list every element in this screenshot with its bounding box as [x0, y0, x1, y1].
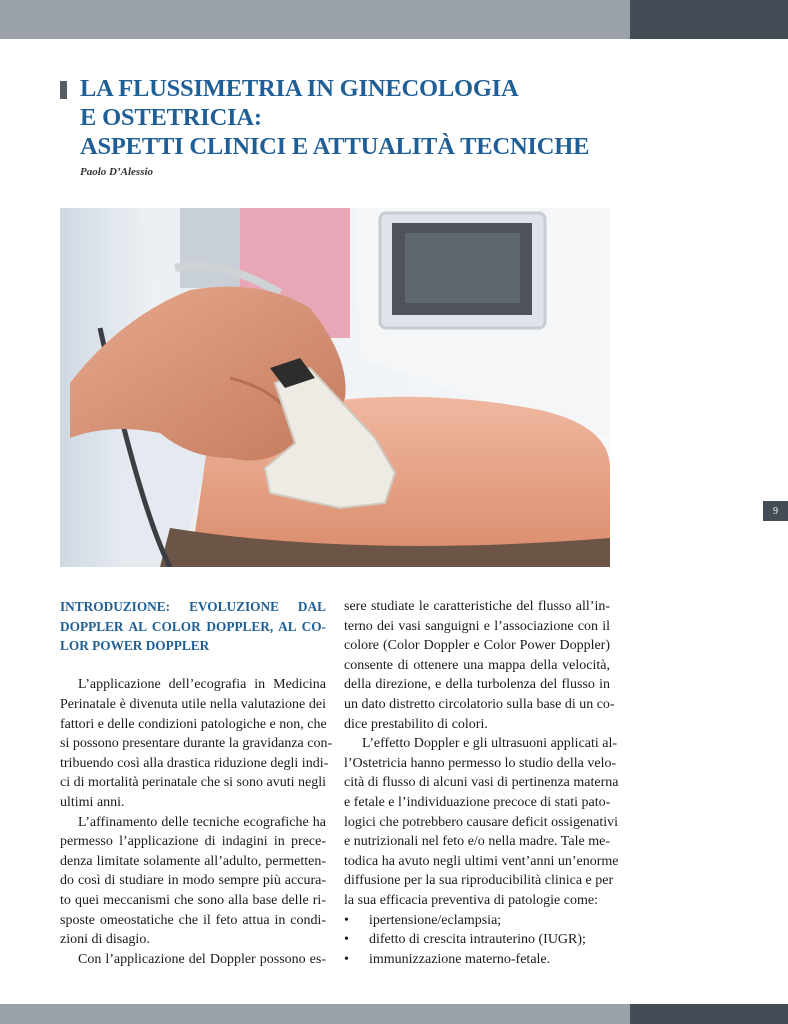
- text-line: sposte omeostatiche che il feto attua in condi-: [60, 912, 326, 928]
- text-line: terno dei vasi sanguigni e l’associazione con il: [344, 618, 610, 634]
- paragraph: [344, 597, 615, 734]
- text-line: consente di ottenere una mappa della velocità,: [344, 657, 610, 673]
- text-line: si possono presentare durante la gravidanza con-: [60, 736, 333, 752]
- title-marker: [60, 81, 67, 99]
- text-line: L’affinamento delle tecniche ecografiche ha: [78, 814, 326, 830]
- text-line: fattori e delle condizioni patologiche e non, che: [60, 716, 327, 732]
- title-line: ASPETTI CLINICI E ATTUALITÀ TECNICHE: [80, 133, 590, 160]
- top-bar-left: [0, 0, 630, 39]
- list-item-text: immunizzazione materno-fetale.: [369, 951, 551, 967]
- text-line: Perinatale è divenuta utile nella valutazione dei: [60, 696, 326, 712]
- text-line: della direzione, e della turbolenza del flusso in: [344, 677, 610, 693]
- text-line: tribuendo così alla drastica riduzione degli indi-: [60, 755, 329, 771]
- text-line: logici che potrebbero causare deficit ossigenativi: [344, 814, 619, 830]
- text-line: ultimi anni.: [60, 794, 125, 810]
- right-column: [344, 597, 619, 969]
- bullet-icon: •: [344, 912, 349, 928]
- page-number: 9: [763, 501, 788, 521]
- text-line: todica ha avuto negli ultimi vent’anni un’enorme: [344, 853, 619, 869]
- article-title: [80, 74, 640, 161]
- text-line: L’applicazione dell’ecografia in Medicina: [78, 677, 326, 693]
- list-item-text: difetto di crescita intrauterino (IUGR);: [369, 932, 586, 948]
- text-line: sere studiate le caratteristiche del flusso all’in-: [344, 599, 610, 614]
- top-bar-right: [630, 0, 788, 39]
- bullet-icon: •: [344, 932, 349, 948]
- title-line: LA FLUSSIMETRIA IN GINECOLOGIA: [80, 75, 519, 102]
- text-line: l’Ostetricia hanno permesso lo studio della velo-: [344, 755, 617, 771]
- text-line: denza limitate solamente all’adulto, permetten-: [60, 853, 326, 869]
- list-item-text: ipertensione/eclampsia;: [369, 912, 502, 928]
- heading-line: DOPPLER AL COLOR DOPPLER, AL CO-: [60, 618, 326, 634]
- heading-line: INTRODUZIONE: EVOLUZIONE DAL: [60, 599, 326, 614]
- list-item: [344, 911, 610, 931]
- text-line: diffusione per la sua riproducibilità clinica e per: [344, 873, 614, 889]
- text-line: L’effetto Doppler e gli ultrasuoni applicati al-: [362, 736, 618, 752]
- text-line: e fetale e l’individuazione precoce di stati pato-: [344, 794, 611, 810]
- bottom-bar-right: [630, 1004, 788, 1024]
- list-item: [344, 930, 610, 950]
- text-line: to quei meccanismi che sono alla base delle ri-: [60, 892, 326, 908]
- paragraph: [60, 675, 333, 812]
- heading-line: LOR POWER DOPPLER: [60, 638, 210, 654]
- ultrasound-photo: [60, 208, 610, 567]
- title-line: E OSTETRICIA:: [80, 104, 262, 131]
- text-line: permesso l’applicazione di indagini in prece-: [60, 834, 326, 850]
- left-column: [60, 597, 333, 969]
- text-line: Con l’applicazione del Doppler possono es-: [78, 951, 326, 967]
- text-line: e nutrizionali nel feto e/o nella madre. Tale me-: [344, 834, 610, 850]
- paragraph: [60, 813, 326, 950]
- list-item: [344, 950, 610, 970]
- text-line: do così di studiare in modo sempre più accura-: [60, 873, 326, 889]
- text-line: colore (Color Doppler e Color Power Doppler): [344, 638, 610, 654]
- author-name: Paolo D’Alessio: [80, 166, 154, 178]
- text-line: zioni di disagio.: [60, 932, 150, 948]
- text-line: cità di flusso di alcuni vasi di pertinenza materna: [344, 775, 619, 791]
- text-line: dice prestabilito di colori.: [344, 716, 488, 732]
- text-line: la sua efficacia preventiva di patologie come:: [344, 892, 598, 908]
- bullet-icon: •: [344, 951, 349, 967]
- text-line: un dato distretto circolatorio sulla base di un co-: [344, 696, 615, 712]
- section-heading: [60, 597, 326, 656]
- text-line: ci di mortalità perinatale che si sono avuti negli: [60, 775, 326, 791]
- paragraph: [344, 734, 619, 910]
- bottom-bar-left: [0, 1004, 630, 1024]
- conditions-list: [344, 911, 610, 970]
- paragraph: [60, 950, 326, 970]
